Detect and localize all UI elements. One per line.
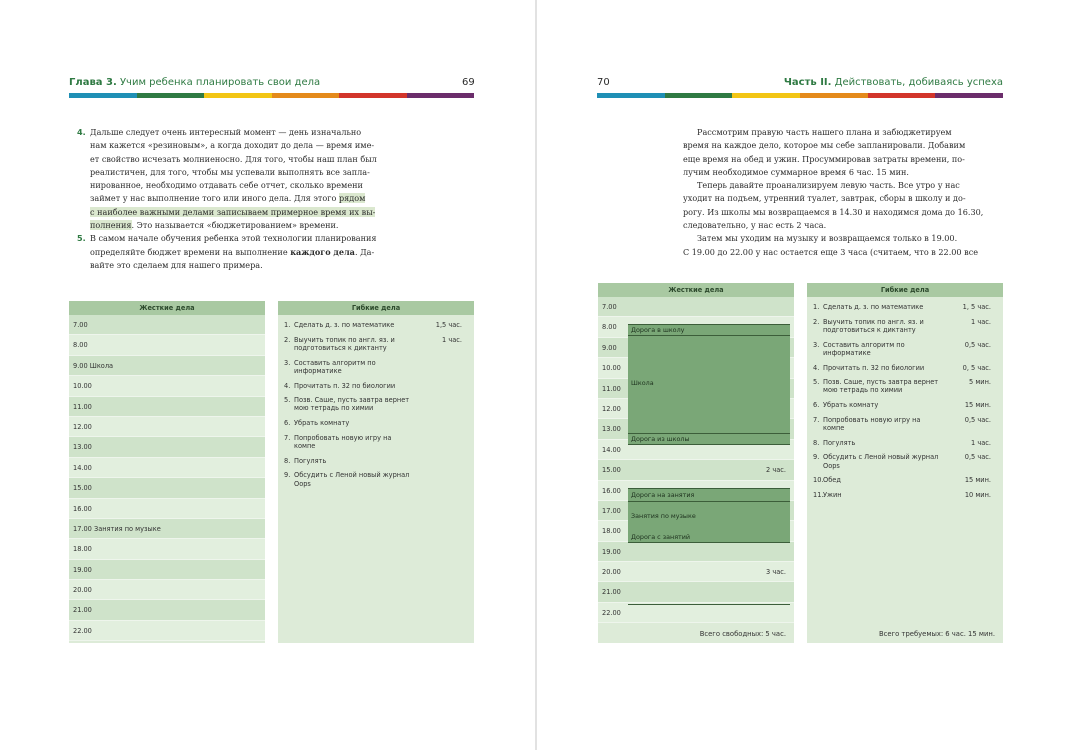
task-text: Позв. Саше, пусть завтра вернет мою тетрадь по химии: [823, 378, 939, 395]
flexible-task: [284, 321, 468, 329]
time-slot-row: [69, 315, 265, 335]
highlighted-text: с наиболее важными делами записываем примерное время их вы-: [90, 206, 376, 217]
flexible-task: [813, 476, 997, 484]
slot-note: 2 час.: [766, 466, 786, 475]
list-item-5: [77, 232, 476, 272]
flexible-task: [284, 396, 468, 412]
time-slot-row: [598, 542, 794, 562]
school-block: [628, 324, 790, 445]
task-text: Сделать д. з. по математике: [294, 321, 395, 329]
task-number: 1.: [284, 321, 291, 329]
time-slot-row: [69, 478, 265, 498]
free-time-total: Всего свободных: 5 час.: [699, 630, 786, 638]
time-label: 10.00: [602, 364, 621, 373]
time-label: 20.00: [602, 568, 621, 577]
time-label: 22.00: [602, 608, 621, 617]
color-stripe-left: [69, 93, 474, 98]
time-label: 14.00: [73, 463, 92, 472]
block-label-music-lessons: Занятия по музыке: [631, 512, 696, 520]
time-slot-row: [598, 603, 794, 623]
chapter-title: Учим ребенка планировать свои дела: [119, 77, 321, 88]
text-line: [90, 246, 476, 259]
time-slot-row: [69, 458, 265, 478]
text-line: Дальше следует очень интересный момент — день изначально: [90, 127, 362, 137]
task-text: Выучить топик по англ. яз. и подготовиться к диктанту: [294, 335, 395, 352]
task-number: 6.: [284, 419, 291, 428]
text-line: следовательно, у нас есть 2 часа.: [683, 220, 827, 231]
text-segment: определяйте бюджет времени на выполнение: [90, 246, 291, 257]
right-running-header: [784, 76, 1003, 90]
time-label: 17.00: [602, 506, 621, 515]
text-line: лучим необходимое суммарное время 6 час. 15 мин.: [683, 166, 909, 177]
time-slot-row: [69, 335, 265, 355]
time-label: 19.00: [73, 565, 92, 574]
task-duration: 1,5 час.: [435, 321, 462, 329]
music-block: [628, 488, 790, 543]
task-duration: 5 мин.: [969, 378, 991, 387]
time-label: 14.00: [602, 445, 621, 454]
divider-line: [628, 433, 790, 434]
task-duration: 0,5 час.: [964, 340, 991, 349]
text-line: реалистичен, для того, чтобы мы успевали выполнять все запла-: [90, 166, 370, 177]
flexible-task: [813, 439, 997, 447]
task-text: Убрать комнату: [823, 401, 879, 410]
table-header: Жесткие дела: [69, 301, 265, 315]
task-number: 1.: [813, 303, 820, 311]
stripe-segment-blue: [597, 93, 665, 98]
time-label: 9.00: [602, 343, 617, 352]
task-number: 2.: [284, 335, 291, 344]
time-label: 15.00: [73, 484, 92, 493]
time-label: 13.00: [73, 443, 92, 452]
text-line: ет свойство исчезать молниеносно. Для того, чтобы наш план был: [90, 153, 377, 164]
time-slot-row: [69, 499, 265, 519]
highlighted-text: рядом: [338, 193, 366, 204]
task-text: Обед: [823, 476, 841, 485]
time-label: 8.00: [602, 323, 617, 332]
task-number: 8.: [284, 456, 291, 465]
part-title: Действовать, добиваясь успеха: [834, 77, 1003, 88]
flexible-task: [284, 359, 468, 375]
task-duration: 1 час.: [971, 438, 991, 447]
flexible-task: [813, 318, 997, 334]
flexible-task: [813, 416, 997, 432]
stripe-segment-purple: [407, 93, 475, 98]
table-header: Гибкие дела: [278, 301, 474, 315]
task-number: 4.: [813, 363, 820, 372]
task-duration: 1, 5 час.: [962, 303, 991, 311]
text-line: [90, 192, 476, 205]
flexible-task: [284, 419, 468, 427]
right-page: [537, 0, 1072, 750]
time-slot-row: [69, 417, 265, 437]
flexible-tasks-table-right: [807, 283, 1003, 643]
bold-text: каждого дела: [290, 246, 355, 257]
block-label-road-to-school: Дорога в школу: [631, 326, 685, 334]
block-label-road-from-school: Дорога из школы: [631, 435, 690, 443]
time-label: 18.00: [73, 545, 92, 554]
task-duration: 10 мин.: [964, 491, 991, 500]
required-time-total: Всего требуемых: 6 час. 15 мин.: [879, 630, 995, 638]
task-duration: 0, 5 час.: [962, 363, 991, 372]
time-slot-row: [69, 397, 265, 417]
flexible-task-list: [278, 315, 474, 488]
right-page-number: 70: [597, 77, 610, 88]
task-duration: 1 час.: [971, 317, 991, 326]
divider-line: [628, 501, 790, 502]
time-label: 20.00: [73, 586, 92, 595]
text-segment: . Да-: [354, 246, 375, 257]
stripe-segment-green: [137, 93, 205, 98]
task-text: Ужин: [823, 491, 842, 500]
text-line: [90, 206, 476, 219]
task-number: 10.: [813, 476, 824, 485]
task-number: 3.: [813, 340, 820, 349]
task-duration: 15 мин.: [964, 401, 991, 410]
time-label: 11.00: [602, 384, 621, 393]
time-label: 11.00: [73, 402, 92, 411]
flexible-task: [813, 364, 997, 372]
stripe-segment-yellow: [732, 93, 800, 98]
time-slot-row: [69, 539, 265, 559]
table-header: Гибкие дела: [807, 283, 1003, 297]
flexible-task: [813, 341, 997, 357]
stripe-segment-blue: [69, 93, 137, 98]
task-number: 7.: [284, 433, 291, 442]
task-text: Обсудить с Леной новый журнал Oops: [294, 471, 410, 488]
task-duration: 0,5 час.: [964, 415, 991, 424]
text-line: Рассмотрим правую часть нашего плана и забюджетируем: [697, 127, 952, 137]
text-line: нированное, необходимо отдавать себе отчет, сколько времени: [90, 180, 363, 191]
text-line: вайте это сделаем для нашего примера.: [90, 259, 263, 270]
task-number: 9.: [813, 453, 820, 462]
time-label: 22.00: [73, 626, 92, 635]
task-number: 4.: [284, 381, 291, 390]
time-slot-row: [598, 582, 794, 602]
time-label: 21.00: [73, 606, 92, 615]
time-label: 21.00: [602, 588, 621, 597]
time-label: 13.00: [602, 425, 621, 434]
stripe-segment-green: [665, 93, 733, 98]
time-label: 7.00: [73, 321, 88, 329]
task-number: 2.: [813, 317, 820, 326]
time-label: 18.00: [602, 527, 621, 536]
time-label: 7.00: [602, 303, 617, 311]
task-text: Попробовать новую игру на компе: [294, 433, 392, 451]
list-number: 5.: [77, 233, 86, 244]
time-slot-row: [69, 356, 265, 376]
text-line: Теперь давайте проанализируем левую часть. Все утро у нас: [697, 180, 960, 191]
block-label-road-from-lessons: Дорога с занятий: [631, 533, 691, 541]
time-slot-row: [69, 519, 265, 539]
block-label-road-to-lessons: Дорога на занятия: [631, 491, 695, 499]
task-text: Попробовать новую игру на компе: [823, 415, 921, 433]
task-text: Убрать комнату: [294, 419, 350, 428]
task-number: 6.: [813, 401, 820, 410]
flexible-task: [284, 382, 468, 390]
time-label: 16.00: [73, 504, 92, 513]
task-number: 5.: [284, 396, 291, 405]
time-label: 17.00 Занятия по музыке: [73, 524, 161, 533]
left-running-header: [69, 76, 320, 90]
left-page: [0, 0, 535, 750]
flexible-task: [284, 434, 468, 450]
list-number: 4.: [77, 127, 86, 137]
task-text: Погулять: [823, 438, 856, 447]
task-number: 9.: [284, 471, 291, 480]
time-label: 9.00 Школа: [73, 361, 114, 370]
task-duration: 0,5 час.: [964, 453, 991, 462]
text-line: В самом начале обучения ребенка этой технологии планирования: [90, 233, 377, 244]
time-slot-row: [69, 621, 265, 641]
hard-tasks-table-left: [69, 301, 265, 643]
time-slots: [69, 315, 265, 641]
stripe-segment-orange: [800, 93, 868, 98]
flexible-task: [813, 401, 997, 409]
block-label-school: Школа: [631, 379, 654, 387]
text-line: [90, 219, 476, 232]
time-slot-row: [69, 600, 265, 620]
flexible-tasks-table-left: [278, 301, 474, 643]
task-duration: 15 мин.: [964, 476, 991, 485]
task-number: 11.: [813, 491, 824, 500]
time-slot-row: [69, 437, 265, 457]
task-text: Обсудить с Леной новый журнал Oops: [823, 453, 939, 470]
text-line: уходит на подъем, утренний туалет, завтрак, сборы в школу и до-: [683, 193, 966, 204]
flexible-task: [284, 471, 468, 487]
task-number: 5.: [813, 378, 820, 387]
time-slot-row: [69, 560, 265, 580]
time-label: 16.00: [602, 486, 621, 495]
time-label: 19.00: [602, 547, 621, 556]
stripe-segment-purple: [935, 93, 1003, 98]
list-item-4: [77, 126, 476, 232]
task-duration: 1 час.: [442, 335, 462, 344]
task-text: Составить алгоритм по информатике: [294, 358, 376, 375]
time-slot-row: [598, 297, 794, 317]
stripe-segment-red: [339, 93, 407, 98]
text-line: еще время на обед и ужин. Просуммировав затраты времени, по-: [683, 153, 965, 164]
right-body-text: [683, 126, 1007, 259]
text-segment: займет у нас выполнение того или иного дела. Для этого: [90, 193, 337, 204]
flexible-task: [284, 457, 468, 465]
hard-tasks-table-right: [598, 283, 794, 643]
text-line: нам кажется «резиновым», а когда доходит до дела — время име-: [90, 140, 375, 151]
task-text: Выучить топик по англ. яз. и подготовиться к диктанту: [823, 317, 924, 334]
time-slot-row: [69, 376, 265, 396]
time-label: 12.00: [73, 422, 92, 431]
task-text: Прочитать п. 32 по биологии: [294, 381, 396, 390]
task-text: Погулять: [294, 456, 327, 465]
task-number: 3.: [284, 358, 291, 367]
divider-line: [628, 335, 790, 336]
stripe-segment-yellow: [204, 93, 272, 98]
flexible-task: [813, 453, 997, 469]
text-line: Затем мы уходим на музыку и возвращаемся только в 19.00.: [697, 233, 958, 244]
table-header: Жесткие дела: [598, 283, 794, 297]
slot-note: 3 час.: [766, 568, 786, 577]
time-slot-row: [69, 580, 265, 600]
flexible-task-list: [807, 297, 1003, 499]
flexible-task: [813, 378, 997, 394]
task-text: Сделать д. з. по математике: [823, 303, 924, 311]
color-stripe-right: [597, 93, 1003, 98]
task-text: Составить алгоритм по информатике: [823, 340, 905, 357]
task-number: 8.: [813, 438, 820, 447]
flexible-task: [813, 491, 997, 499]
text-line: рогу. Из школы мы возвращаемся в 14.30 и находимся дома до 16.30,: [683, 206, 984, 217]
left-body-text: [77, 126, 476, 272]
highlighted-text: полнения: [90, 220, 132, 231]
task-number: 7.: [813, 415, 820, 424]
left-page-number: 69: [462, 77, 475, 88]
time-label: 15.00: [602, 466, 621, 475]
time-label: 8.00: [73, 341, 88, 350]
time-label: 10.00: [73, 382, 92, 391]
time-label: 12.00: [602, 404, 621, 413]
time-slot-row: [598, 562, 794, 582]
text-segment: . Это называется «бюджетированием» времени.: [131, 220, 339, 231]
stripe-segment-red: [868, 93, 936, 98]
divider-line: [628, 604, 790, 605]
flexible-task: [284, 336, 468, 352]
time-slot-row: [598, 460, 794, 480]
task-text: Позв. Саше, пусть завтра вернет мою тетрадь по химии: [294, 396, 410, 413]
task-text: Прочитать п. 32 по биологии: [823, 363, 925, 372]
part-label: Часть II.: [783, 77, 832, 88]
text-line: время на каждое дело, которое мы себе запланировали. Добавим: [683, 140, 966, 151]
flexible-task: [813, 303, 997, 311]
chapter-label: Глава 3.: [69, 77, 117, 88]
stripe-segment-orange: [272, 93, 340, 98]
text-line: С 19.00 до 22.00 у нас остается еще 3 часа (считаем, что в 22.00 все: [683, 246, 979, 257]
